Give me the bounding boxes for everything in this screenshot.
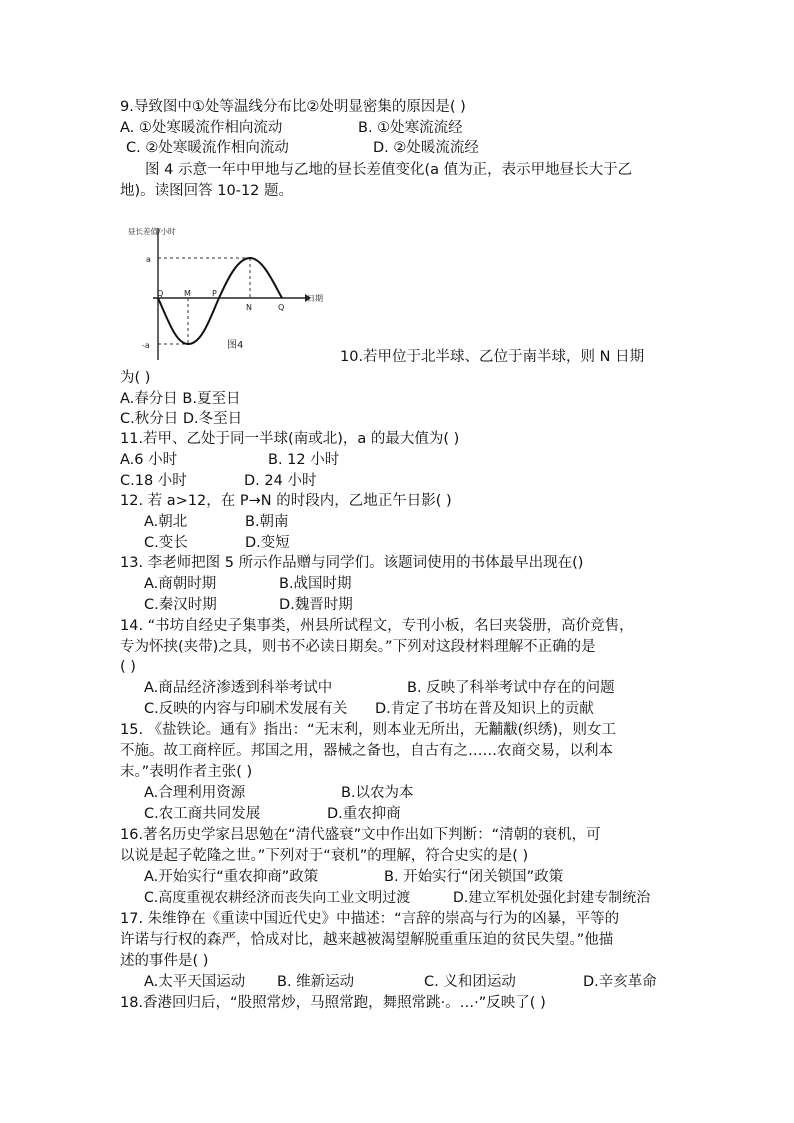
q17-option-a: A.太平天国运动 xyxy=(144,974,246,990)
point-label-m: M xyxy=(184,289,191,298)
q12-option-d: D.变短 xyxy=(245,535,290,551)
q14-stem-1: 14. “书坊自经史子集事类，州县所试程文，专刊小板，名曰夹袋册，高价竞售， xyxy=(120,618,634,634)
intro-line-2: 地)。读图回答 10-12 题。 xyxy=(120,183,294,199)
q16-option-a: A.开始实行“重农抑商”政策 xyxy=(144,869,319,885)
point-label-n: N xyxy=(246,303,252,312)
y-tick-a: a xyxy=(146,255,151,264)
q12-option-b: B.朝南 xyxy=(245,514,289,530)
q9-option-a: A. ①处寒暖流作相向流动 xyxy=(120,120,283,136)
q13-option-c: C.秦汉时期 xyxy=(144,597,217,613)
q15-option-d: D.重农抑商 xyxy=(327,806,401,822)
q15-stem-1: 15. 《盐铁论。通有》指出：“无末利，则本业无所出，无黼黻(织绣)，则女工 xyxy=(120,722,616,738)
point-label-p: P xyxy=(212,289,217,298)
q12-option-a: A.朝北 xyxy=(144,514,188,530)
q14-option-c: C.反映的内容与印刷术发展有关 xyxy=(144,701,348,717)
q13-stem: 13. 李老师把图 5 所示作品赠与同学们。该题词使用的书体最早出现在() xyxy=(120,555,584,571)
q11-option-b: B. 12 小时 xyxy=(268,452,340,468)
figure-4-graph xyxy=(120,222,335,362)
y-tick-neg-a: -a xyxy=(142,341,150,350)
q17-stem-3: 述的事件是( ) xyxy=(120,953,209,969)
q15-option-b: B.以农为本 xyxy=(341,785,414,801)
q17-option-b: B. 维新运动 xyxy=(277,974,355,990)
q15-stem-3: 末。”表明作者主张( ) xyxy=(120,764,253,780)
q15-option-a: A.合理利用资源 xyxy=(144,785,246,801)
q9-option-d: D. ②处暖流流经 xyxy=(373,140,479,156)
q10-options-cd: C.秋分日 D.冬至日 xyxy=(120,411,243,427)
q14-stem-2: 专为怀挟(夹带)之具，则书不必读日期矣。”下列对这段材料理解不正确的是 xyxy=(120,639,596,655)
intro-line-1: 图 4 示意一年中甲地与乙地的昼长差值变化(a 值为正，表示甲地昼长大于乙 xyxy=(145,162,633,178)
q9-option-b: B. ①处寒流流经 xyxy=(358,120,463,136)
q11-option-d: D. 24 小时 xyxy=(244,473,317,489)
point-label-q-end: Q xyxy=(278,303,285,312)
q9-option-c: C. ②处寒暖流作相向流动 xyxy=(126,140,289,156)
q13-option-a: A.商朝时期 xyxy=(144,576,217,592)
q10-stem-1: 10.若甲位于北半球、乙位于南半球，则 N 日期 xyxy=(340,349,645,365)
q17-option-c: C. 义和团运动 xyxy=(424,974,516,990)
q9-stem: 9.导致图中①处等温线分布比②处明显密集的原因是( ) xyxy=(120,99,466,115)
q14-option-a: A.商品经济渗透到科举考试中 xyxy=(144,680,333,696)
q17-option-d: D.辛亥革命 xyxy=(583,974,657,990)
q13-option-d: D.魏晋时期 xyxy=(279,597,353,613)
q15-option-c: C.农工商共同发展 xyxy=(144,806,261,822)
x-axis-label: 日期 xyxy=(307,294,323,303)
y-axis-label: 昼长差值/小时 xyxy=(128,227,176,236)
q10-stem-2: 为( ) xyxy=(120,370,151,386)
q18-stem: 18.香港回归后，“股照常炒，马照常跑，舞照常跳·。…·”反映了( ) xyxy=(120,995,546,1011)
q14-option-b: B. 反映了科举考试中存在的问题 xyxy=(407,680,615,696)
q16-option-c: C.高度重视农耕经济而丧失向工业文明过渡 xyxy=(144,890,411,906)
q12-option-c: C.变长 xyxy=(144,535,188,551)
q11-stem: 11.若甲、乙处于同一半球(南或北)，a 的最大值为( ) xyxy=(120,431,460,447)
q13-option-b: B.战国时期 xyxy=(279,576,352,592)
q16-option-d: D.建立军机处强化封建专制统治 xyxy=(453,890,651,906)
q14-option-d: D.肯定了书坊在普及知识上的贡献 xyxy=(375,701,594,717)
q11-option-c: C.18 小时 xyxy=(120,473,187,489)
q16-stem-2: 以说是起子乾隆之世。”下列对于“衰机”的理解，符合史实的是( ) xyxy=(120,848,529,864)
q16-stem-1: 16.著名历史学家吕思勉在“清代盛衰”文中作出如下判断：“清朝的衰机，可 xyxy=(120,827,601,843)
figure-caption: 图4 xyxy=(227,340,244,351)
q17-stem-2: 许诺与行权的森严，恰成对比，越来越被渴望解脱重重压迫的贫民失望。”他描 xyxy=(120,932,614,948)
q12-stem: 12. 若 a>12，在 P→N 的时段内，乙地正午日影( ) xyxy=(120,493,452,509)
q16-option-b: B. 开始实行“闭关锁国”政策 xyxy=(384,869,564,885)
q11-option-a: A.6 小时 xyxy=(120,452,178,468)
q15-stem-2: 不施。故工商梓匠。邦国之用，器械之备也，自古有之……农商交易，以利本 xyxy=(120,743,613,759)
q10-options-ab: A.春分日 B.夏至日 xyxy=(120,391,241,407)
q17-stem-1: 17. 朱维铮在《重读中国近代史》中描述：“言辞的崇高与行为的凶暴，平等的 xyxy=(120,911,620,927)
q14-stem-3: ( ) xyxy=(120,659,136,675)
point-label-q-start: Q xyxy=(157,289,164,298)
